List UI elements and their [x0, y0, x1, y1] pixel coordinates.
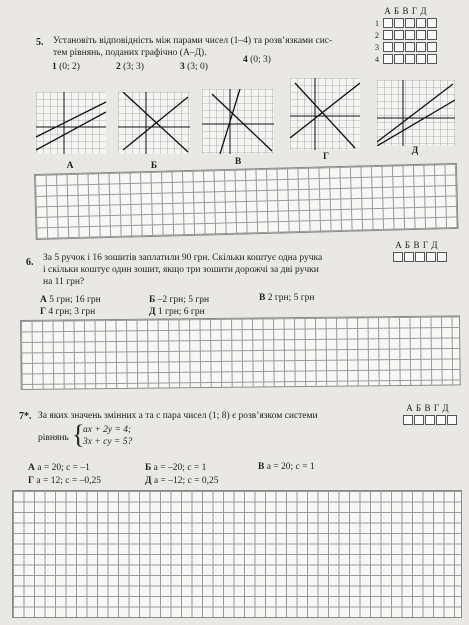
q6-option-b: Б –2 грн; 5 грн	[149, 295, 210, 305]
pair-1: 1 (0; 2)	[52, 62, 80, 72]
question-6-text: За 5 ручок і 16 зошитів заплатили 90 грн. Скільки коштує одна ручка і скільки коштує один зошит, якщо три зошити дорожчі за дві ручки на 11 грн?	[43, 253, 323, 287]
graph-label-b: Б	[150, 161, 158, 171]
system-brace: {	[72, 420, 85, 449]
graph-label-g: Г	[322, 152, 330, 162]
q6-option-a: А 5 грн; 16 грн	[40, 295, 101, 305]
system-equations	[83, 424, 132, 448]
question-7-text: За яких значень змінних a та c пара чисел (1; 8) є розв’язком системи	[38, 411, 318, 421]
question-5-text	[53, 35, 383, 59]
q7-work-grid[interactable]	[12, 490, 462, 618]
question-6-number: 6.	[26, 257, 34, 268]
q6-option-v: В 2 грн; 5 грн	[259, 293, 315, 303]
graph-v	[202, 89, 274, 154]
equation-1: ax + 2y = 4;	[83, 425, 132, 435]
question-5-number: 5.	[36, 37, 44, 48]
answer-row-4[interactable]	[383, 54, 438, 64]
graph-d	[377, 80, 455, 146]
graph-g	[290, 78, 360, 150]
q7-option-b: Б a = –20; c = 1	[145, 463, 207, 473]
answer-row-3[interactable]	[383, 42, 438, 52]
pair-2: 2 (3; 3)	[116, 62, 144, 72]
q7-answer-boxes[interactable]	[403, 415, 458, 425]
graph-label-v: В	[234, 157, 242, 167]
answer-row-1[interactable]	[383, 18, 438, 28]
q5-work-grid[interactable]	[34, 163, 459, 240]
graph-b	[118, 92, 190, 154]
q6-answer-boxes[interactable]	[393, 252, 448, 262]
q7-option-v: В a = 20; c = 1	[258, 462, 315, 472]
q7-option-d: Д a = –12; c = 0,25	[145, 476, 219, 486]
q7-option-g: Г a = 12; c = –0,25	[28, 476, 101, 486]
question-5-line-2: тем рівнянь, поданих графічно (А–Д).	[53, 48, 207, 58]
q6-option-g: Г 4 грн; 3 грн	[40, 307, 96, 317]
graph-a	[36, 92, 106, 154]
graph-label-d: Д	[411, 146, 419, 156]
question-5-line-1: Установіть відповідність між парами чисел (1–4) та розв’язками сис-	[53, 36, 333, 46]
question-7-text-2: рівнянь	[38, 433, 69, 443]
equation-2: 3x + cy = 5?	[83, 437, 133, 447]
pair-4: 4 (0; 3)	[243, 55, 271, 65]
q5-answer-matrix[interactable]: 1 2 3 4	[375, 17, 438, 65]
question-7-number: 7*.	[19, 411, 32, 422]
q7-answer-header: А Б В Г Д	[406, 403, 449, 413]
answer-row-2[interactable]	[383, 30, 438, 40]
q5-answer-header: А Б В Г Д	[384, 6, 427, 16]
q7-option-a: А a = 20; c = –1	[28, 463, 90, 473]
q6-work-grid[interactable]	[20, 315, 461, 390]
graph-label-a: А	[66, 161, 74, 171]
pair-3: 3 (3; 0)	[180, 62, 208, 72]
q6-answer-header: А Б В Г Д	[395, 240, 438, 250]
q6-option-d: Д 1 грн; 6 грн	[149, 307, 205, 317]
